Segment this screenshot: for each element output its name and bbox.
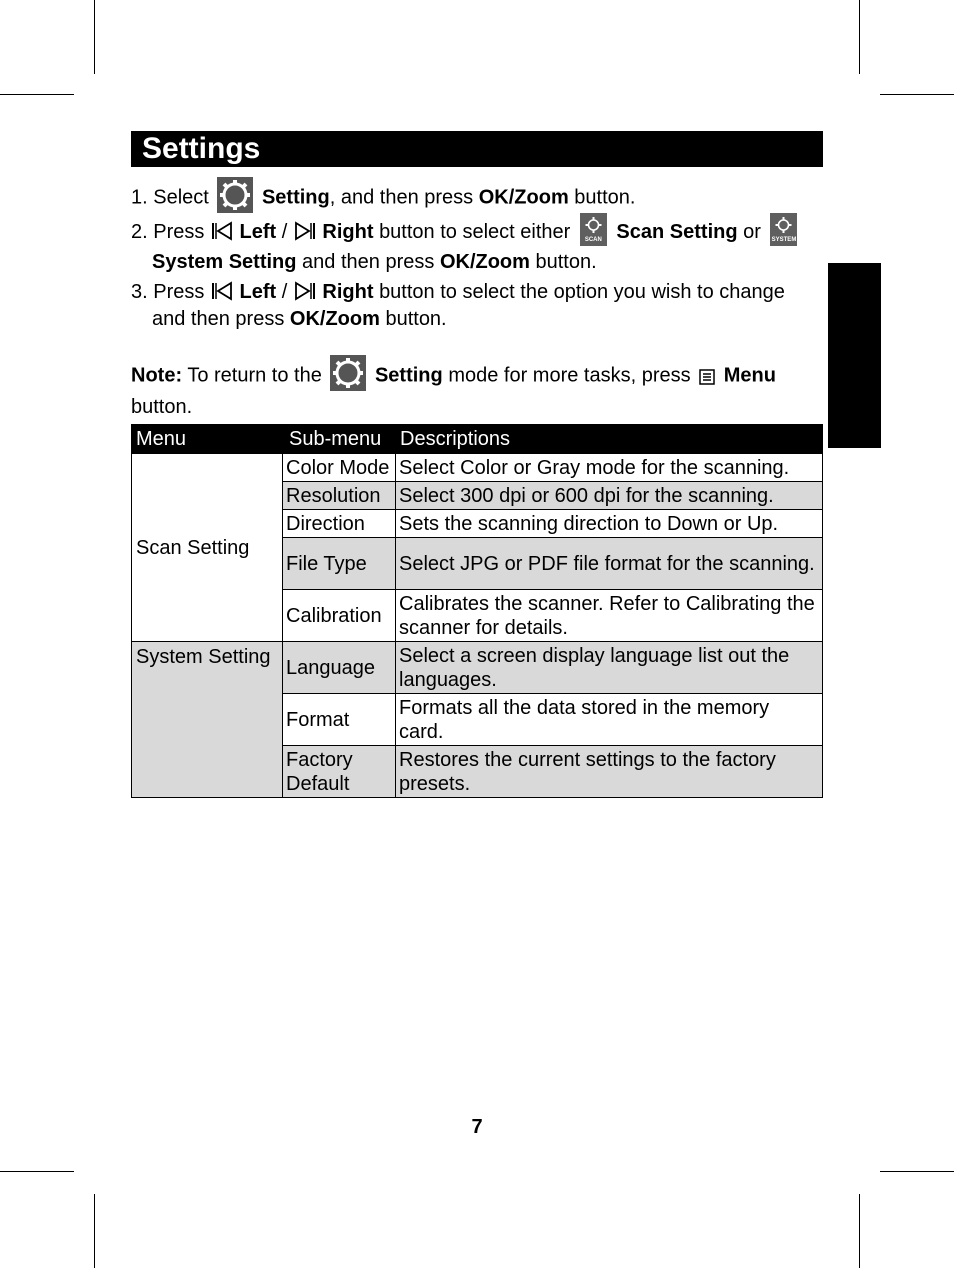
page-number: 7 <box>471 1116 483 1138</box>
crop-mark <box>94 1194 95 1268</box>
description-cell: Restores the current settings to the factory presets. <box>396 746 823 798</box>
left-arrow-icon <box>211 221 233 241</box>
crop-mark <box>859 0 860 74</box>
setting-gear-icon <box>217 177 253 213</box>
crop-mark <box>0 1171 74 1172</box>
step-1: 1. Select Setting, and then press OK/Zoom button. <box>131 180 821 216</box>
settings-table <box>131 424 823 798</box>
system-setting-icon: SYSTEM <box>770 213 797 246</box>
description-cell: Calibrates the scanner. Refer to Calibrating the scanner for details. <box>396 590 823 642</box>
header-submenu: Sub-menu <box>283 425 396 454</box>
submenu-cell: Direction <box>283 510 396 538</box>
right-arrow-icon <box>294 281 316 301</box>
table-row <box>132 454 823 482</box>
header-menu: Menu <box>132 425 283 454</box>
description-cell: Select 300 dpi or 600 dpi for the scanning. <box>396 482 823 510</box>
crop-mark <box>859 1194 860 1268</box>
description-cell: Select a screen display language list out the languages. <box>396 642 823 694</box>
submenu-cell: Format <box>283 694 396 746</box>
chapter-side-tab <box>828 263 881 448</box>
setting-gear-icon <box>330 355 366 391</box>
table-row <box>132 642 823 694</box>
submenu-cell: File Type <box>283 538 396 590</box>
menu-cell: System Setting <box>132 642 283 798</box>
scan-setting-icon: SCAN <box>580 213 607 246</box>
crop-mark <box>94 0 95 74</box>
submenu-cell: Resolution <box>283 482 396 510</box>
submenu-cell: Calibration <box>283 590 396 642</box>
table-header <box>132 425 823 454</box>
description-cell: Sets the scanning direction to Down or Up. <box>396 510 823 538</box>
step-2: 2. Press Left / Right button to select either SCAN Scan Setting or SYSTEM System Setting and then press OK/Zoom button. <box>131 216 821 276</box>
right-arrow-icon <box>294 221 316 241</box>
header-descriptions: Descriptions <box>396 425 823 454</box>
section-title: Settings <box>131 131 823 167</box>
crop-mark <box>880 1171 954 1172</box>
submenu-cell: Factory Default <box>283 746 396 798</box>
description-cell: Select JPG or PDF file format for the scanning. <box>396 538 823 590</box>
submenu-cell: Language <box>283 642 396 694</box>
description-cell: Formats all the data stored in the memory card. <box>396 694 823 746</box>
note: Note: To return to the Setting mode for more tasks, press Menu button. <box>131 358 821 421</box>
submenu-cell: Color Mode <box>283 454 396 482</box>
step-3: 3. Press Left / Right button to select the option you wish to change and then press OK/Zoom button. <box>131 281 785 330</box>
crop-mark <box>880 94 954 95</box>
crop-mark <box>0 94 74 95</box>
left-arrow-icon <box>211 281 233 301</box>
description-cell: Select Color or Gray mode for the scanning. <box>396 454 823 482</box>
menu-cell: Scan Setting <box>132 454 283 642</box>
menu-icon <box>699 366 715 382</box>
